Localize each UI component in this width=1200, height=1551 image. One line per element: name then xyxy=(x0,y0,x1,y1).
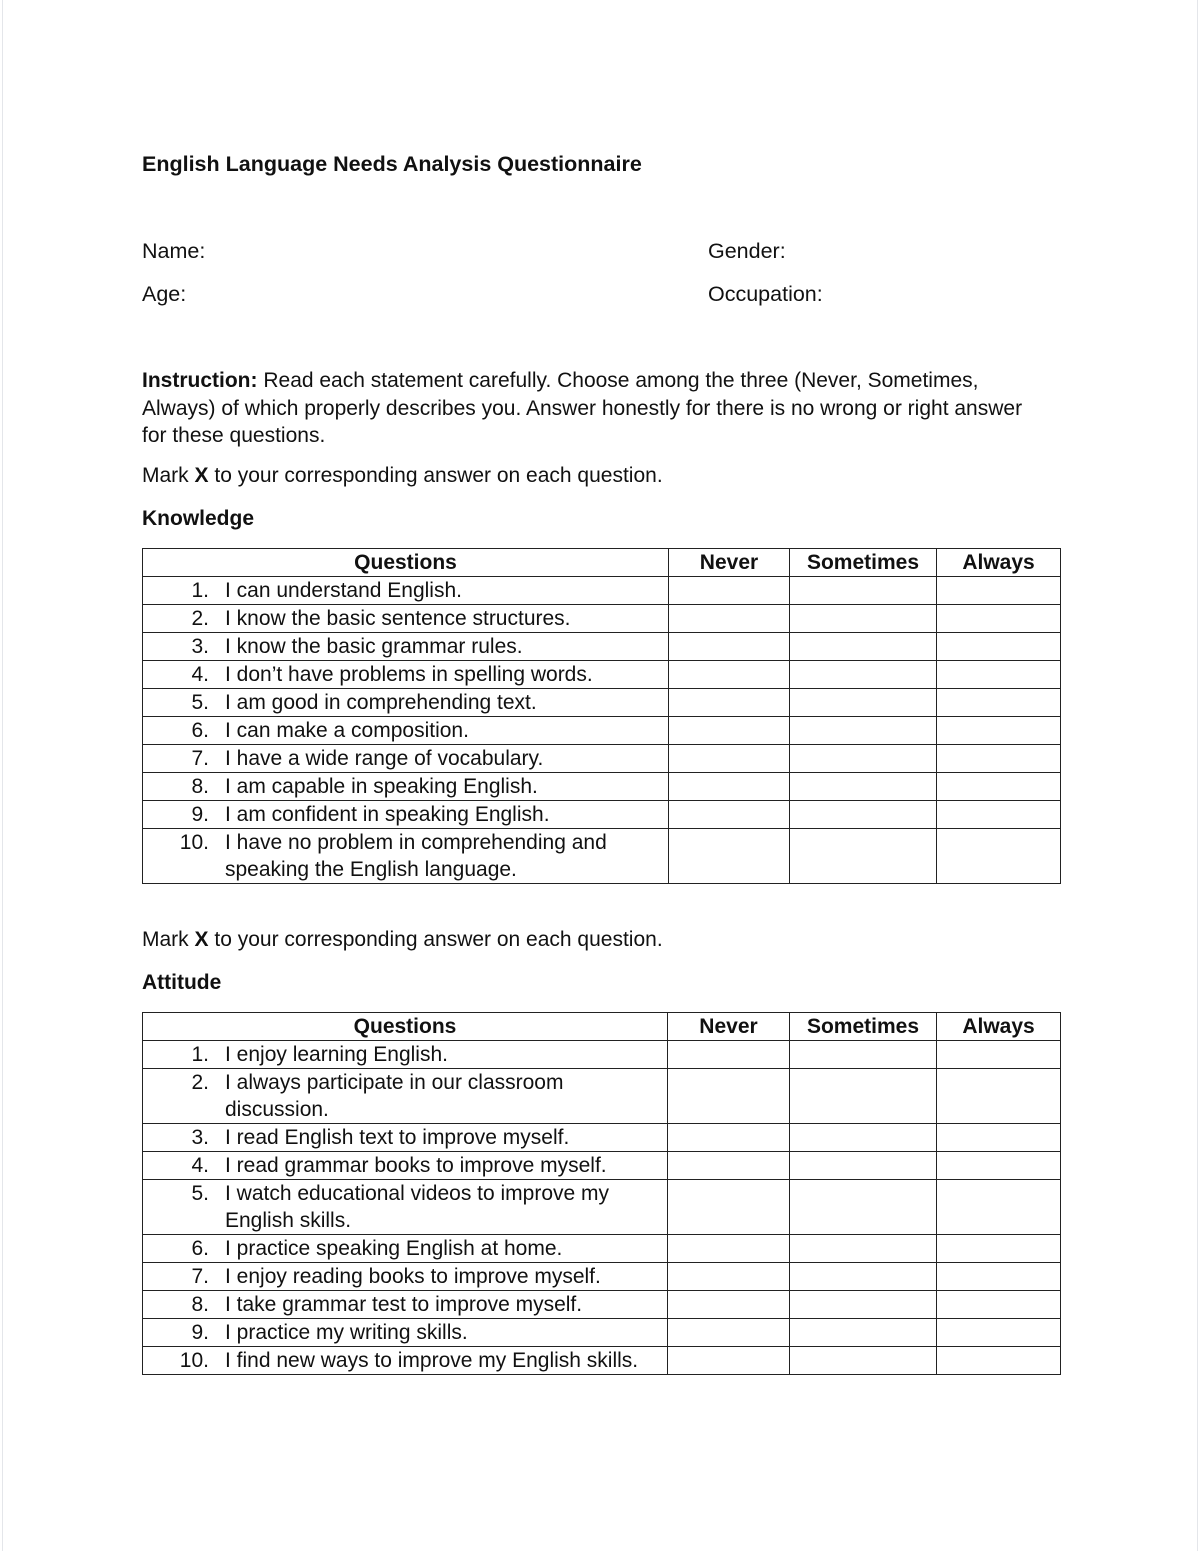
answer-cell-always[interactable] xyxy=(937,1180,1061,1235)
table-row xyxy=(143,1041,1061,1069)
question-cell xyxy=(143,1124,668,1152)
never-column-header: Never xyxy=(669,549,790,577)
answer-cell-always[interactable] xyxy=(937,717,1061,745)
gender-label: Gender: xyxy=(708,239,786,263)
answer-cell-always[interactable] xyxy=(937,1347,1061,1375)
answer-cell-always[interactable] xyxy=(937,829,1061,884)
answer-cell-sometimes[interactable] xyxy=(790,577,937,605)
question-text: I have no problem in comprehending and speaking the English language. xyxy=(225,831,607,881)
page-edge-right xyxy=(1197,0,1198,1551)
answer-cell-never[interactable] xyxy=(669,801,790,829)
question-number: 7. xyxy=(191,747,209,770)
answer-cell-sometimes[interactable] xyxy=(790,633,937,661)
answer-cell-never[interactable] xyxy=(668,1319,790,1347)
sometimes-column-header: Sometimes xyxy=(790,549,937,577)
knowledge-heading: Knowledge xyxy=(142,507,255,530)
answer-cell-never[interactable] xyxy=(669,661,790,689)
question-text: I read English text to improve myself. xyxy=(225,1126,570,1149)
question-cell xyxy=(143,1291,668,1319)
answer-cell-always[interactable] xyxy=(937,577,1061,605)
always-column-header: Always xyxy=(937,549,1061,577)
answer-cell-sometimes[interactable] xyxy=(790,1291,937,1319)
answer-cell-always[interactable] xyxy=(937,1069,1061,1124)
table-row xyxy=(143,1319,1061,1347)
answer-cell-sometimes[interactable] xyxy=(790,605,937,633)
question-text: I am good in comprehending text. xyxy=(225,691,537,714)
question-number: 4. xyxy=(191,663,209,686)
always-column-header: Always xyxy=(937,1013,1061,1041)
question-cell xyxy=(143,689,669,717)
answer-cell-sometimes[interactable] xyxy=(790,745,937,773)
question-text: I can understand English. xyxy=(225,579,462,602)
table-row xyxy=(143,689,1061,717)
question-cell xyxy=(143,1069,668,1124)
table-row xyxy=(143,1180,1061,1235)
question-text: I know the basic sentence structures. xyxy=(225,607,571,630)
answer-cell-sometimes[interactable] xyxy=(790,1235,937,1263)
answer-cell-never[interactable] xyxy=(668,1041,790,1069)
question-number: 9. xyxy=(191,803,209,826)
question-number: 5. xyxy=(191,691,209,714)
question-cell xyxy=(143,1152,668,1180)
answer-cell-never[interactable] xyxy=(668,1069,790,1124)
answer-cell-never[interactable] xyxy=(668,1124,790,1152)
answer-cell-always[interactable] xyxy=(937,1041,1061,1069)
answer-cell-always[interactable] xyxy=(937,1319,1061,1347)
answer-cell-never[interactable] xyxy=(669,633,790,661)
knowledge-table xyxy=(142,548,1061,884)
question-cell xyxy=(143,717,669,745)
mark-instruction-knowledge xyxy=(142,464,663,488)
table-header-row xyxy=(143,549,1061,577)
page-title: English Language Needs Analysis Questionnaire xyxy=(142,152,642,176)
question-cell xyxy=(143,633,669,661)
mark-symbol: X xyxy=(194,928,209,951)
page-edge-left xyxy=(2,0,3,1551)
instruction-text: Read each statement carefully. Choose among the three (Never, Sometimes, Always) of which properly describes you. Answer honestly for there is no wrong or right answer for these questions. xyxy=(142,369,1023,447)
question-number: 2. xyxy=(191,607,209,630)
table-row xyxy=(143,773,1061,801)
question-text: I watch educational videos to improve my English skills. xyxy=(225,1182,610,1232)
answer-cell-always[interactable] xyxy=(937,745,1061,773)
table-header-row xyxy=(143,1013,1061,1041)
attitude-table xyxy=(142,1012,1061,1375)
question-text: I don’t have problems in spelling words. xyxy=(225,663,593,686)
question-text: I find new ways to improve my English skills. xyxy=(225,1349,639,1372)
question-text: I am capable in speaking English. xyxy=(225,775,538,798)
answer-cell-never[interactable] xyxy=(669,717,790,745)
answer-cell-never[interactable] xyxy=(668,1263,790,1291)
mark-symbol: X xyxy=(194,464,209,487)
name-label: Name: xyxy=(142,239,206,263)
question-number: 1. xyxy=(191,579,209,602)
question-text: I take grammar test to improve myself. xyxy=(225,1293,583,1316)
mark-suffix: to your corresponding answer on each question. xyxy=(214,464,663,487)
table-row xyxy=(143,1263,1061,1291)
question-text: I can make a composition. xyxy=(225,719,469,742)
question-cell xyxy=(143,1347,668,1375)
age-label: Age: xyxy=(142,282,187,306)
answer-cell-always[interactable] xyxy=(937,1124,1061,1152)
answer-cell-never[interactable] xyxy=(669,605,790,633)
table-row xyxy=(143,605,1061,633)
question-text: I am confident in speaking English. xyxy=(225,803,550,826)
question-text: I know the basic grammar rules. xyxy=(225,635,523,658)
instruction-label: Instruction: xyxy=(142,369,258,392)
question-number: 9. xyxy=(191,1321,209,1344)
question-cell xyxy=(143,1263,668,1291)
answer-cell-sometimes[interactable] xyxy=(790,689,937,717)
answer-cell-never[interactable] xyxy=(669,773,790,801)
questions-column-header: Questions xyxy=(143,549,669,577)
question-cell xyxy=(143,801,669,829)
table-row xyxy=(143,633,1061,661)
answer-cell-never[interactable] xyxy=(669,689,790,717)
table-row xyxy=(143,745,1061,773)
mark-suffix: to your corresponding answer on each question. xyxy=(214,928,663,951)
answer-cell-always[interactable] xyxy=(937,633,1061,661)
mark-instruction-attitude xyxy=(142,928,663,952)
question-cell xyxy=(143,1180,668,1235)
table-row xyxy=(143,1069,1061,1124)
answer-cell-sometimes[interactable] xyxy=(790,1347,937,1375)
question-cell xyxy=(143,829,669,884)
answer-cell-always[interactable] xyxy=(937,773,1061,801)
table-row xyxy=(143,1291,1061,1319)
mark-prefix: Mark xyxy=(142,928,189,951)
answer-cell-sometimes[interactable] xyxy=(790,1152,937,1180)
question-number: 10. xyxy=(179,1349,209,1372)
never-column-header: Never xyxy=(668,1013,790,1041)
table-row xyxy=(143,1347,1061,1375)
mark-prefix: Mark xyxy=(142,464,189,487)
answer-cell-sometimes[interactable] xyxy=(790,1069,937,1124)
sometimes-column-header: Sometimes xyxy=(790,1013,937,1041)
table-row xyxy=(143,1124,1061,1152)
answer-cell-never[interactable] xyxy=(668,1235,790,1263)
question-number: 5. xyxy=(191,1182,209,1205)
question-number: 3. xyxy=(191,1126,209,1149)
answer-cell-always[interactable] xyxy=(937,661,1061,689)
answer-cell-always[interactable] xyxy=(937,605,1061,633)
answer-cell-always[interactable] xyxy=(937,1263,1061,1291)
answer-cell-always[interactable] xyxy=(937,1152,1061,1180)
question-cell xyxy=(143,605,669,633)
question-number: 10. xyxy=(179,831,209,854)
answer-cell-never[interactable] xyxy=(668,1180,790,1235)
question-number: 3. xyxy=(191,635,209,658)
question-cell xyxy=(143,773,669,801)
table-row xyxy=(143,1235,1061,1263)
answer-cell-sometimes[interactable] xyxy=(790,1041,937,1069)
question-number: 7. xyxy=(191,1265,209,1288)
question-number: 6. xyxy=(191,1237,209,1260)
question-number: 4. xyxy=(191,1154,209,1177)
answer-cell-sometimes[interactable] xyxy=(790,801,937,829)
question-number: 8. xyxy=(191,1293,209,1316)
occupation-label: Occupation: xyxy=(708,282,823,306)
answer-cell-never[interactable] xyxy=(668,1291,790,1319)
table-row xyxy=(143,661,1061,689)
question-text: I practice my writing skills. xyxy=(225,1321,468,1344)
answer-cell-never[interactable] xyxy=(669,829,790,884)
table-row xyxy=(143,829,1061,884)
answer-cell-always[interactable] xyxy=(937,689,1061,717)
question-number: 6. xyxy=(191,719,209,742)
answer-cell-always[interactable] xyxy=(937,1235,1061,1263)
answer-cell-never[interactable] xyxy=(668,1152,790,1180)
attitude-heading: Attitude xyxy=(142,971,222,994)
question-cell xyxy=(143,745,669,773)
answer-cell-sometimes[interactable] xyxy=(790,661,937,689)
answer-cell-sometimes[interactable] xyxy=(790,1319,937,1347)
answer-cell-sometimes[interactable] xyxy=(790,773,937,801)
answer-cell-always[interactable] xyxy=(937,801,1061,829)
questions-column-header: Questions xyxy=(143,1013,668,1041)
answer-cell-always[interactable] xyxy=(937,1291,1061,1319)
question-number: 8. xyxy=(191,775,209,798)
question-text: I always participate in our classroom discussion. xyxy=(225,1071,564,1121)
question-cell xyxy=(143,661,669,689)
question-number: 2. xyxy=(191,1071,209,1094)
question-cell xyxy=(143,1319,668,1347)
answer-cell-sometimes[interactable] xyxy=(790,1124,937,1152)
answer-cell-never[interactable] xyxy=(669,577,790,605)
table-row xyxy=(143,801,1061,829)
answer-cell-never[interactable] xyxy=(668,1347,790,1375)
answer-cell-never[interactable] xyxy=(669,745,790,773)
question-text: I have a wide range of vocabulary. xyxy=(225,747,544,770)
table-row xyxy=(143,577,1061,605)
table-row xyxy=(143,1152,1061,1180)
instruction-paragraph xyxy=(142,367,1042,450)
question-text: I read grammar books to improve myself. xyxy=(225,1154,607,1177)
question-text: I enjoy learning English. xyxy=(225,1043,448,1066)
question-cell xyxy=(143,577,669,605)
answer-cell-sometimes[interactable] xyxy=(790,1263,937,1291)
question-cell xyxy=(143,1041,668,1069)
question-cell xyxy=(143,1235,668,1263)
question-text: I practice speaking English at home. xyxy=(225,1237,563,1260)
answer-cell-sometimes[interactable] xyxy=(790,1180,937,1235)
question-text: I enjoy reading books to improve myself. xyxy=(225,1265,601,1288)
question-number: 1. xyxy=(191,1043,209,1066)
answer-cell-sometimes[interactable] xyxy=(790,717,937,745)
table-row xyxy=(143,717,1061,745)
answer-cell-sometimes[interactable] xyxy=(790,829,937,884)
